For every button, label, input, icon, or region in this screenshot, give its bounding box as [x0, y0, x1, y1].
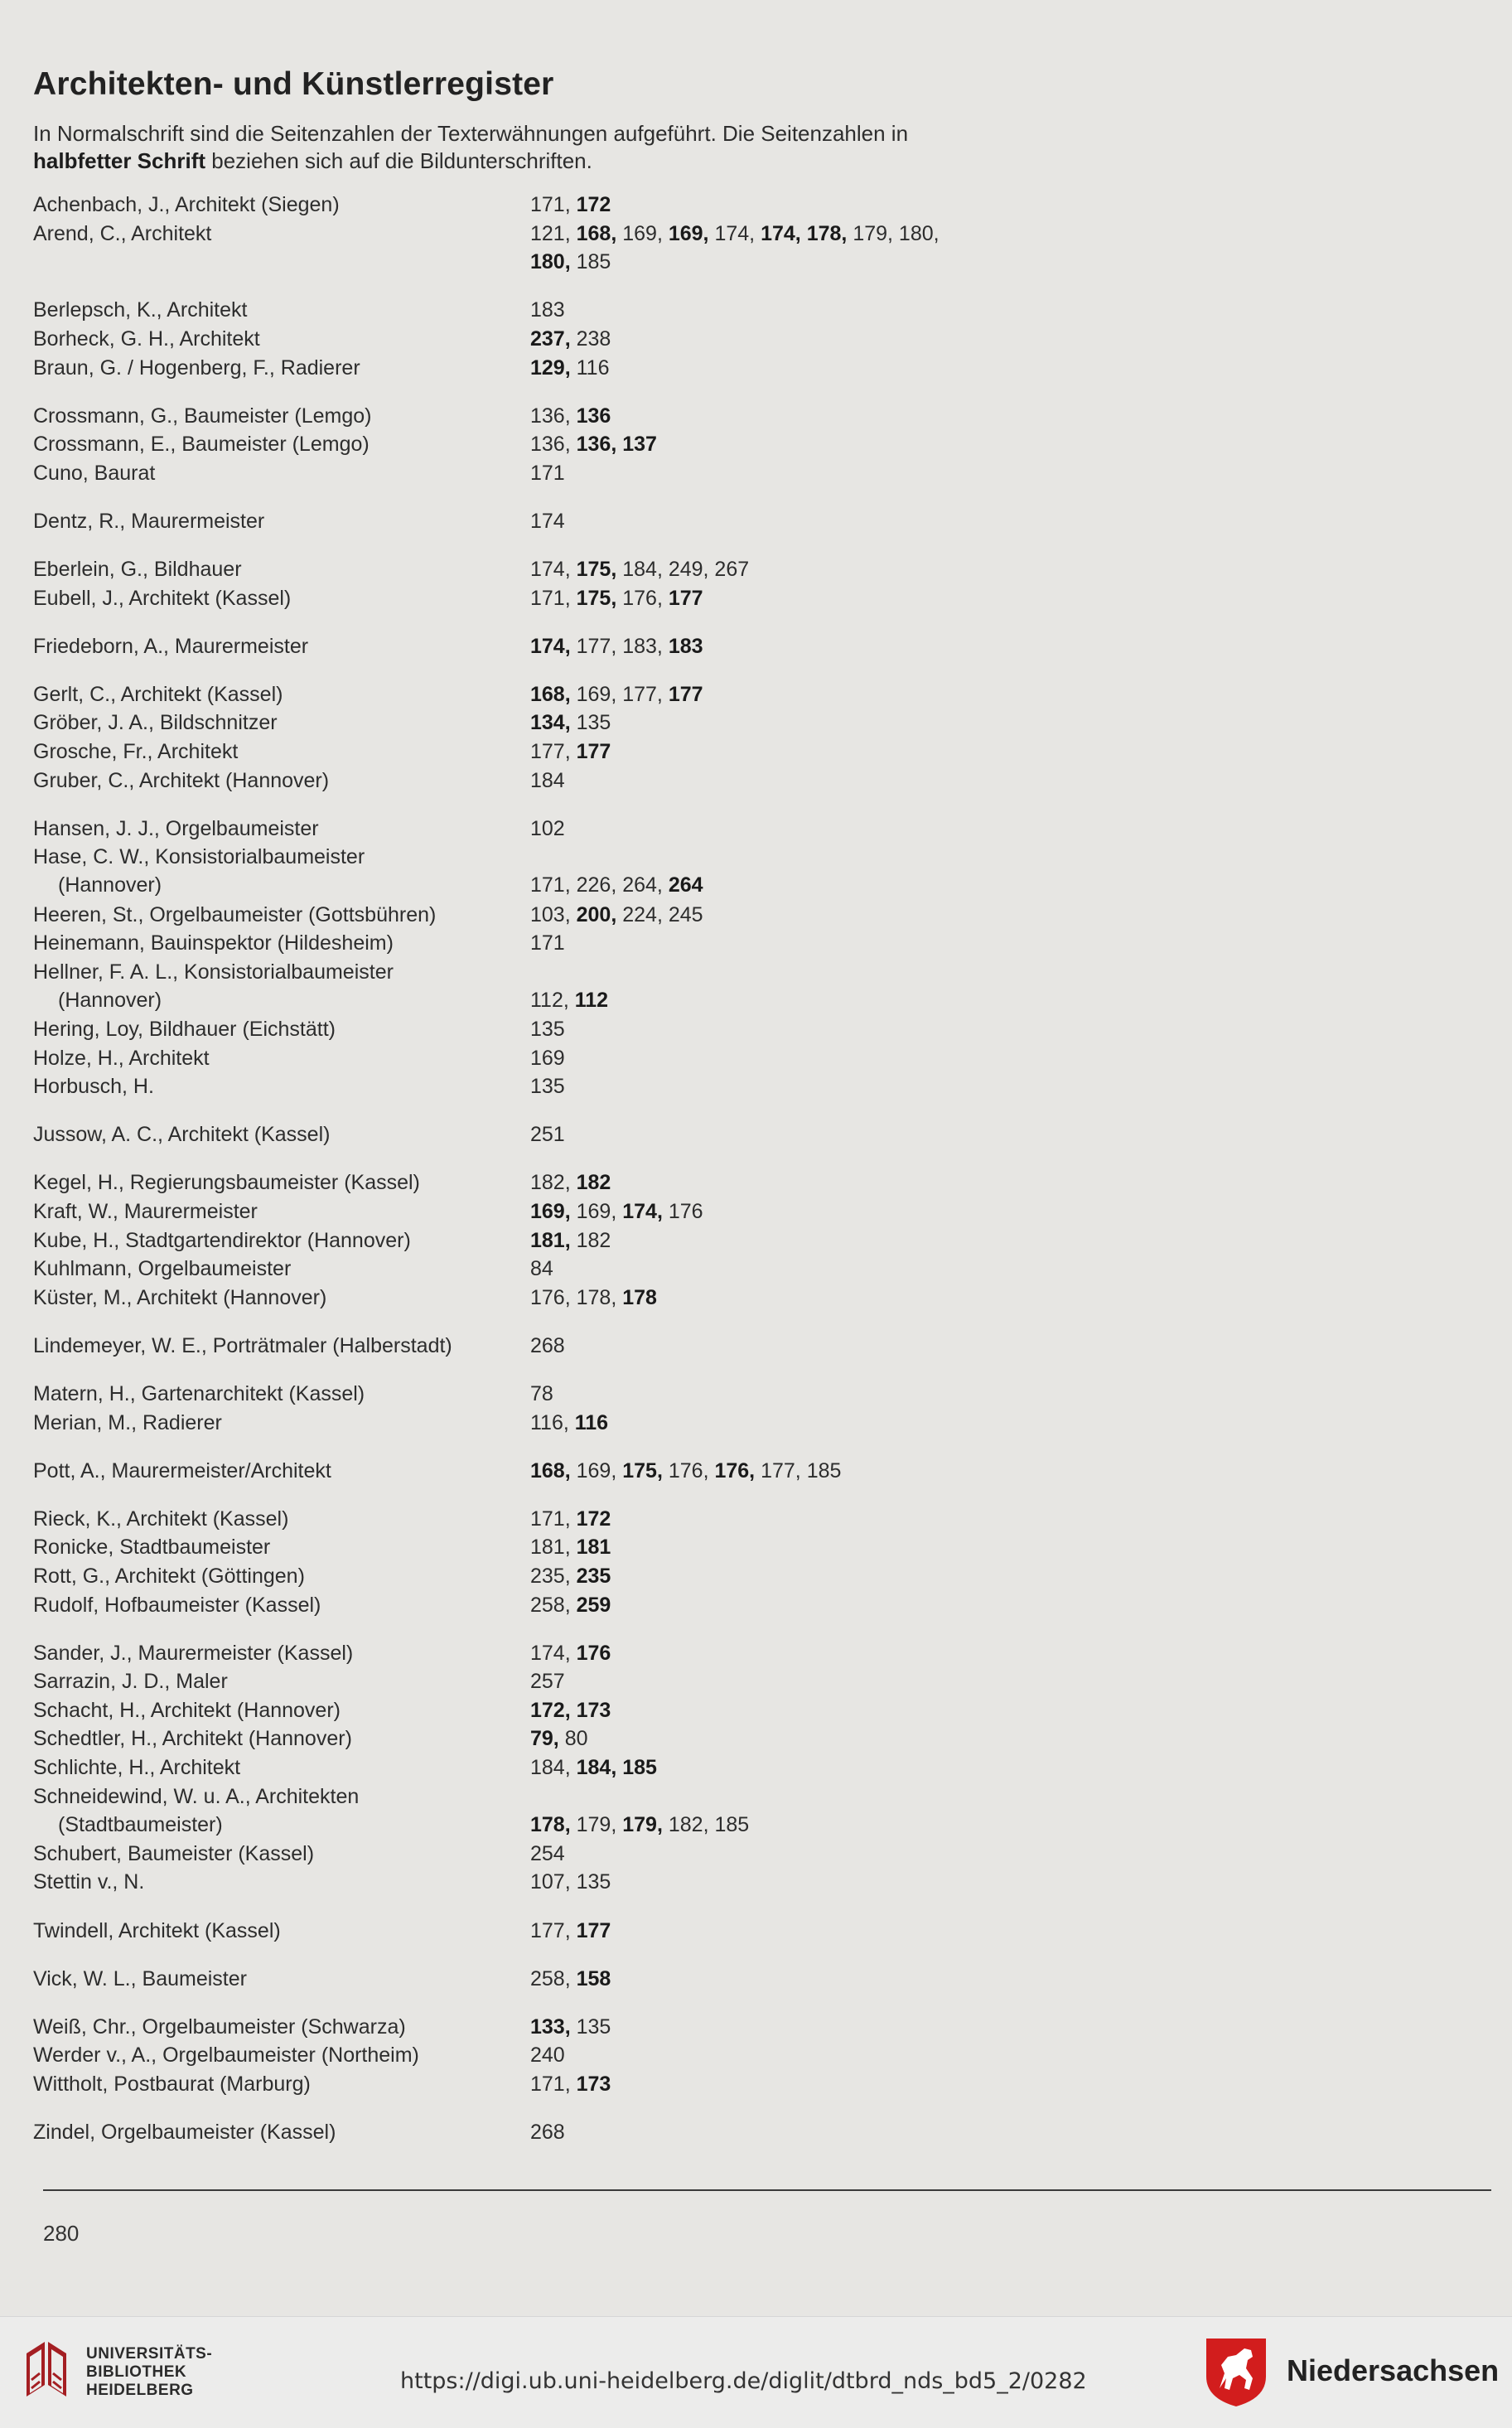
entry-pages — [530, 1696, 611, 1724]
page-ref: 169, — [530, 1199, 571, 1223]
page-ref: 169 — [530, 1046, 565, 1070]
entry-pages — [530, 1591, 611, 1619]
entry-pages — [530, 1753, 657, 1782]
entry-name: Rieck, K., Architekt (Kassel) — [33, 1507, 289, 1531]
intro-paragraph — [33, 120, 1002, 175]
entry-name: Jussow, A. C., Architekt (Kassel) — [33, 1123, 331, 1147]
entry-name: Cuno, Baurat — [33, 461, 156, 485]
page-ref: 182, — [530, 1171, 577, 1195]
entry-pages — [530, 430, 657, 458]
entry-name: Schneidewind, W. u. A., Architekten — [33, 1784, 360, 1808]
page-ref: 79, — [530, 1727, 559, 1751]
page-ref: 135 — [530, 1017, 565, 1041]
entry-name: Gröber, J. A., Bildschnitzer — [33, 711, 278, 735]
entry-pages — [530, 1255, 553, 1283]
entry-name: Kraft, W., Maurermeister — [33, 1199, 258, 1223]
page-ref: 176, — [616, 586, 669, 610]
intro-text-2: beziehen sich auf die Bildunterschriften. — [205, 148, 592, 173]
page-ref: 174, — [530, 558, 577, 581]
page-ref: 84 — [530, 1257, 553, 1281]
entry-name: Schubert, Baumeister (Kassel) — [33, 1841, 315, 1865]
entry-name: Achenbach, J., Architekt (Siegen) — [33, 193, 340, 216]
entry-pages — [530, 1380, 553, 1408]
entry-pages — [530, 1332, 565, 1360]
page-ref: 158 — [576, 1966, 611, 1990]
entry-name: Gerlt, C., Architekt (Kassel) — [33, 682, 283, 706]
page-ref: 174, — [622, 1199, 663, 1223]
entry-name: Stettin v., N. — [33, 1870, 145, 1894]
page-ref: 171 — [530, 931, 565, 955]
entry-pages — [530, 1917, 611, 1945]
entry-name: Eberlein, G., Bildhauer — [33, 558, 242, 581]
entry-pages — [530, 632, 703, 660]
page-ref: 179, 180, — [847, 221, 940, 245]
entry-pages — [530, 1044, 565, 1072]
page-ref: 184, — [530, 1756, 577, 1779]
entry-pages — [530, 1168, 611, 1197]
page-ref: 258, — [530, 1966, 577, 1990]
entry-pages — [530, 1639, 611, 1667]
entry-pages — [530, 680, 703, 709]
page-ref: 112 — [574, 988, 609, 1012]
page-ref: 136, — [530, 433, 577, 457]
entry-pages — [530, 1562, 611, 1590]
page-ref: 177, 183, — [570, 634, 669, 658]
entry-name: Holze, H., Architekt — [33, 1046, 210, 1070]
page-ref: 134, — [530, 711, 571, 735]
entry-pages — [530, 2041, 565, 2069]
entry-pages — [530, 2070, 611, 2098]
entry-name: Heeren, St., Orgelbaumeister (Gottsbühren) — [33, 902, 437, 926]
page-title: Architekten- und Künstlerregister — [33, 66, 554, 102]
entry-name-continued: (Hannover) — [58, 988, 162, 1012]
page-ref: 169, — [570, 1199, 623, 1223]
page-ref: 185 — [570, 249, 611, 273]
intro-bold-text: halbfetter Schrift — [33, 148, 206, 173]
entry-name: Vick, W. L., Baumeister — [33, 1966, 247, 1990]
page-ref: 175, — [622, 1458, 663, 1482]
entry-pages — [530, 459, 565, 487]
page-ref: 172, 173 — [530, 1698, 611, 1722]
page-ref: 182 — [576, 1171, 611, 1195]
entry-name: Schacht, H., Architekt (Hannover) — [33, 1698, 341, 1722]
page-ref: 183 — [530, 298, 565, 322]
page-ref: 168, — [530, 1458, 571, 1482]
entry-name: Merian, M., Radierer — [33, 1410, 222, 1434]
page-ref: 200, — [576, 902, 617, 926]
niedersachsen-horse-icon — [1203, 2335, 1269, 2408]
page-ref: 107, 135 — [530, 1870, 611, 1894]
entry-name: Ronicke, Stadtbaumeister — [33, 1536, 271, 1560]
page-ref: 237, — [530, 326, 571, 351]
page-ref: 177, 185 — [755, 1458, 842, 1482]
source-url[interactable]: https://digi.ub.uni-heidelberg.de/diglit/dtbrd_nds_bd5_2/0282 — [400, 2368, 1087, 2394]
page-ref: 173 — [576, 2072, 611, 2096]
page-ref: 184, 185 — [576, 1756, 657, 1779]
entry-name: Rudolf, Hofbaumeister (Kassel) — [33, 1593, 321, 1617]
page-ref: 168, — [530, 682, 571, 706]
entry-pages — [530, 709, 611, 737]
page-ref: 171 — [530, 461, 565, 485]
entry-pages — [530, 325, 611, 353]
entry-pages-continued — [530, 248, 611, 276]
page-ref: 254 — [530, 1841, 565, 1865]
page-ref: 135 — [570, 2014, 611, 2039]
page-ref: 171, — [530, 193, 577, 216]
page-ref: 181 — [576, 1536, 611, 1560]
entry-pages — [530, 220, 940, 248]
page-ref: 169, — [668, 221, 709, 245]
page-ref: 112, — [530, 988, 575, 1012]
entry-name: Twindell, Architekt (Kassel) — [33, 1918, 281, 1942]
entry-name: Grosche, Fr., Architekt — [33, 740, 239, 763]
entry-pages — [530, 507, 565, 535]
page-ref: 175, — [576, 558, 617, 581]
page-ref: 136 — [576, 404, 611, 428]
footer-rule — [43, 2189, 1491, 2191]
entry-pages — [530, 1965, 611, 1993]
page-ref: 176, 178, — [530, 1285, 623, 1309]
entry-pages — [530, 1072, 565, 1100]
entry-name: Wittholt, Postbaurat (Marburg) — [33, 2072, 311, 2096]
page-ref: 169, 177, — [570, 682, 669, 706]
page-ref: 174, — [530, 1641, 577, 1665]
page-ref: 184 — [530, 768, 565, 792]
page-ref: 177, — [530, 1918, 577, 1942]
entry-pages — [530, 1284, 657, 1312]
page-ref: 174, — [530, 634, 571, 658]
entry-pages — [530, 1015, 565, 1043]
entry-pages — [530, 815, 565, 843]
page-ref: 174, — [761, 221, 801, 245]
page-ref: 172 — [576, 1507, 611, 1531]
page-ref: 182, 185 — [662, 1812, 750, 1836]
page-ref: 135 — [530, 1075, 565, 1099]
entry-pages — [530, 402, 611, 430]
entry-name: Weiß, Chr., Orgelbaumeister (Schwarza) — [33, 2014, 406, 2039]
page-ref — [801, 222, 807, 245]
page-ref: 129, — [530, 355, 571, 380]
page-ref: 176, — [714, 1458, 756, 1482]
entry-name: Kuhlmann, Orgelbaumeister — [33, 1257, 292, 1281]
entry-name: Friedeborn, A., Maurermeister — [33, 634, 309, 658]
entry-name: Crossmann, E., Baumeister (Lemgo) — [33, 433, 370, 457]
entry-name: Hase, C. W., Konsistorialbaumeister — [33, 845, 365, 869]
page-ref: 169, — [570, 1458, 623, 1482]
page-ref: 251 — [530, 1123, 565, 1147]
entry-name: Berlepsch, K., Architekt — [33, 298, 248, 322]
entry-name: Borheck, G. H., Architekt — [33, 326, 260, 351]
page-ref: 103, — [530, 902, 577, 926]
page-ref: 171, — [530, 2072, 577, 2096]
page-ref: 116 — [570, 355, 610, 380]
page-ref: 178, — [806, 221, 848, 245]
page-ref: 177 — [576, 1918, 611, 1942]
page-ref: 224, 245 — [616, 902, 703, 926]
page-ref: 258, — [530, 1593, 577, 1617]
page-ref: 184, 249, 267 — [616, 558, 750, 581]
page-ref: 176 — [576, 1641, 611, 1665]
page-ref: 177, — [530, 740, 577, 763]
page-ref: 182 — [570, 1228, 611, 1252]
page-ref: 235, — [530, 1564, 577, 1588]
page-ref: 168, — [576, 221, 617, 245]
page-ref: 174, — [708, 221, 761, 245]
entry-pages — [530, 1724, 588, 1753]
university-logo-icon — [20, 2339, 71, 2403]
page-ref: 136, — [530, 404, 577, 428]
entry-name: Braun, G. / Hogenberg, F., Radierer — [33, 355, 360, 380]
page-ref: 133, — [530, 2014, 571, 2039]
page-ref: 171, — [530, 586, 577, 610]
page-ref: 268 — [530, 2121, 565, 2144]
library-line-1: UNIVERSITÄTS- — [86, 2345, 213, 2363]
page-ref: 238 — [570, 326, 611, 351]
page-ref: 172 — [576, 193, 611, 216]
entry-name: Küster, M., Architekt (Hannover) — [33, 1285, 327, 1309]
entry-pages — [530, 1868, 611, 1896]
entry-name: Hellner, F. A. L., Konsistorialbaumeister — [33, 960, 394, 984]
page-ref: 264 — [668, 873, 703, 897]
entry-pages — [530, 1533, 611, 1561]
page-ref: 176 — [662, 1199, 703, 1223]
entry-pages — [530, 1505, 611, 1533]
entry-pages — [530, 1840, 565, 1868]
entry-name: Dentz, R., Maurermeister — [33, 509, 265, 533]
page-ref: 181, — [530, 1228, 571, 1252]
entry-name: Rott, G., Architekt (Göttingen) — [33, 1564, 305, 1588]
entry-pages-continued — [530, 986, 608, 1014]
page-ref: 257 — [530, 1670, 565, 1694]
entry-pages — [530, 555, 749, 583]
entry-name-continued: (Stadtbaumeister) — [58, 1812, 223, 1836]
entry-name: Schlichte, H., Architekt — [33, 1756, 241, 1779]
intro-text-1: In Normalschrift sind die Seitenzahlen der Texterwähnungen aufgeführt. Die Seitenzahlen in — [33, 121, 909, 146]
page-ref: 121, — [530, 221, 577, 245]
entry-pages — [530, 738, 611, 766]
page-ref: 136, 137 — [576, 433, 657, 457]
page-ref: 135 — [570, 711, 611, 735]
entry-pages — [530, 929, 565, 957]
entry-pages — [530, 354, 609, 382]
page-ref: 171, 226, 264, — [530, 873, 669, 897]
page-ref: 116 — [574, 1410, 609, 1434]
library-line-2: BIBLIOTHEK — [86, 2363, 187, 2381]
page-ref: 180, — [530, 249, 571, 273]
entry-pages — [530, 1667, 565, 1695]
page-ref: 259 — [576, 1593, 611, 1617]
page-ref: 175, — [576, 586, 617, 610]
page-ref: 240 — [530, 2043, 565, 2068]
entry-name: Schedtler, H., Architekt (Hannover) — [33, 1727, 352, 1751]
page-ref: 80 — [558, 1727, 588, 1751]
entry-name: Sander, J., Maurermeister (Kassel) — [33, 1641, 354, 1665]
page-ref: 176, — [662, 1458, 715, 1482]
page-ref: 179, — [622, 1812, 663, 1836]
page-ref: 102 — [530, 816, 565, 840]
entry-name: Hansen, J. J., Orgelbaumeister — [33, 816, 319, 840]
page-ref: 169, — [616, 221, 669, 245]
page-ref: 181, — [530, 1536, 577, 1560]
entry-pages — [530, 2118, 565, 2146]
page-ref: 235 — [576, 1564, 611, 1588]
page-ref: 177 — [668, 682, 703, 706]
entry-pages — [530, 901, 703, 929]
entry-pages — [530, 1409, 608, 1437]
entry-pages — [530, 1226, 611, 1255]
state-name: Niedersachsen — [1287, 2353, 1500, 2387]
page-ref: 174 — [530, 509, 565, 533]
entry-name: Lindemeyer, W. E., Porträtmaler (Halberstadt) — [33, 1333, 452, 1357]
entry-name: Werder v., A., Orgelbaumeister (Northeim) — [33, 2043, 419, 2068]
entry-name: Zindel, Orgelbaumeister (Kassel) — [33, 2121, 336, 2144]
entry-name: Gruber, C., Architekt (Hannover) — [33, 768, 330, 792]
page-ref: 179, — [570, 1812, 623, 1836]
entry-name: Kegel, H., Regierungsbaumeister (Kassel) — [33, 1171, 420, 1195]
entry-name: Pott, A., Maurermeister/Architekt — [33, 1458, 331, 1482]
university-library-name — [86, 2345, 212, 2400]
page-ref: 178, — [530, 1812, 571, 1836]
entry-pages — [530, 296, 565, 324]
page-ref: 177 — [576, 740, 611, 763]
entry-name: Eubell, J., Architekt (Kassel) — [33, 586, 292, 610]
entry-name: Arend, C., Architekt — [33, 221, 212, 245]
library-line-3: HEIDELBERG — [86, 2382, 194, 2399]
page-ref: 171, — [530, 1507, 577, 1531]
page-ref: 178 — [622, 1285, 657, 1309]
entry-pages — [530, 1120, 565, 1149]
entry-pages — [530, 2013, 611, 2041]
page-number: 280 — [43, 2221, 80, 2246]
page-ref: 268 — [530, 1333, 565, 1357]
entry-name: Hering, Loy, Bildhauer (Eichstätt) — [33, 1017, 336, 1041]
entry-pages — [530, 1457, 841, 1485]
entry-pages-continued — [530, 1811, 749, 1839]
entry-name-continued: (Hannover) — [58, 873, 162, 897]
page-ref: 78 — [530, 1381, 553, 1405]
entry-pages — [530, 767, 565, 795]
page-ref: 116, — [530, 1410, 575, 1434]
page-ref: 183 — [668, 634, 703, 658]
entry-pages — [530, 1197, 703, 1226]
entry-name: Horbusch, H. — [33, 1075, 154, 1099]
entry-name: Kube, H., Stadtgartendirektor (Hannover) — [33, 1228, 411, 1252]
entry-pages-continued — [530, 871, 703, 899]
entry-name: Matern, H., Gartenarchitekt (Kassel) — [33, 1381, 365, 1405]
page-ref: 177 — [668, 586, 703, 610]
entry-name: Sarrazin, J. D., Maler — [33, 1670, 228, 1694]
entry-name: Heinemann, Bauinspektor (Hildesheim) — [33, 931, 394, 955]
entry-pages — [530, 584, 703, 612]
entry-pages — [530, 191, 611, 219]
entry-name: Crossmann, G., Baumeister (Lemgo) — [33, 404, 372, 428]
